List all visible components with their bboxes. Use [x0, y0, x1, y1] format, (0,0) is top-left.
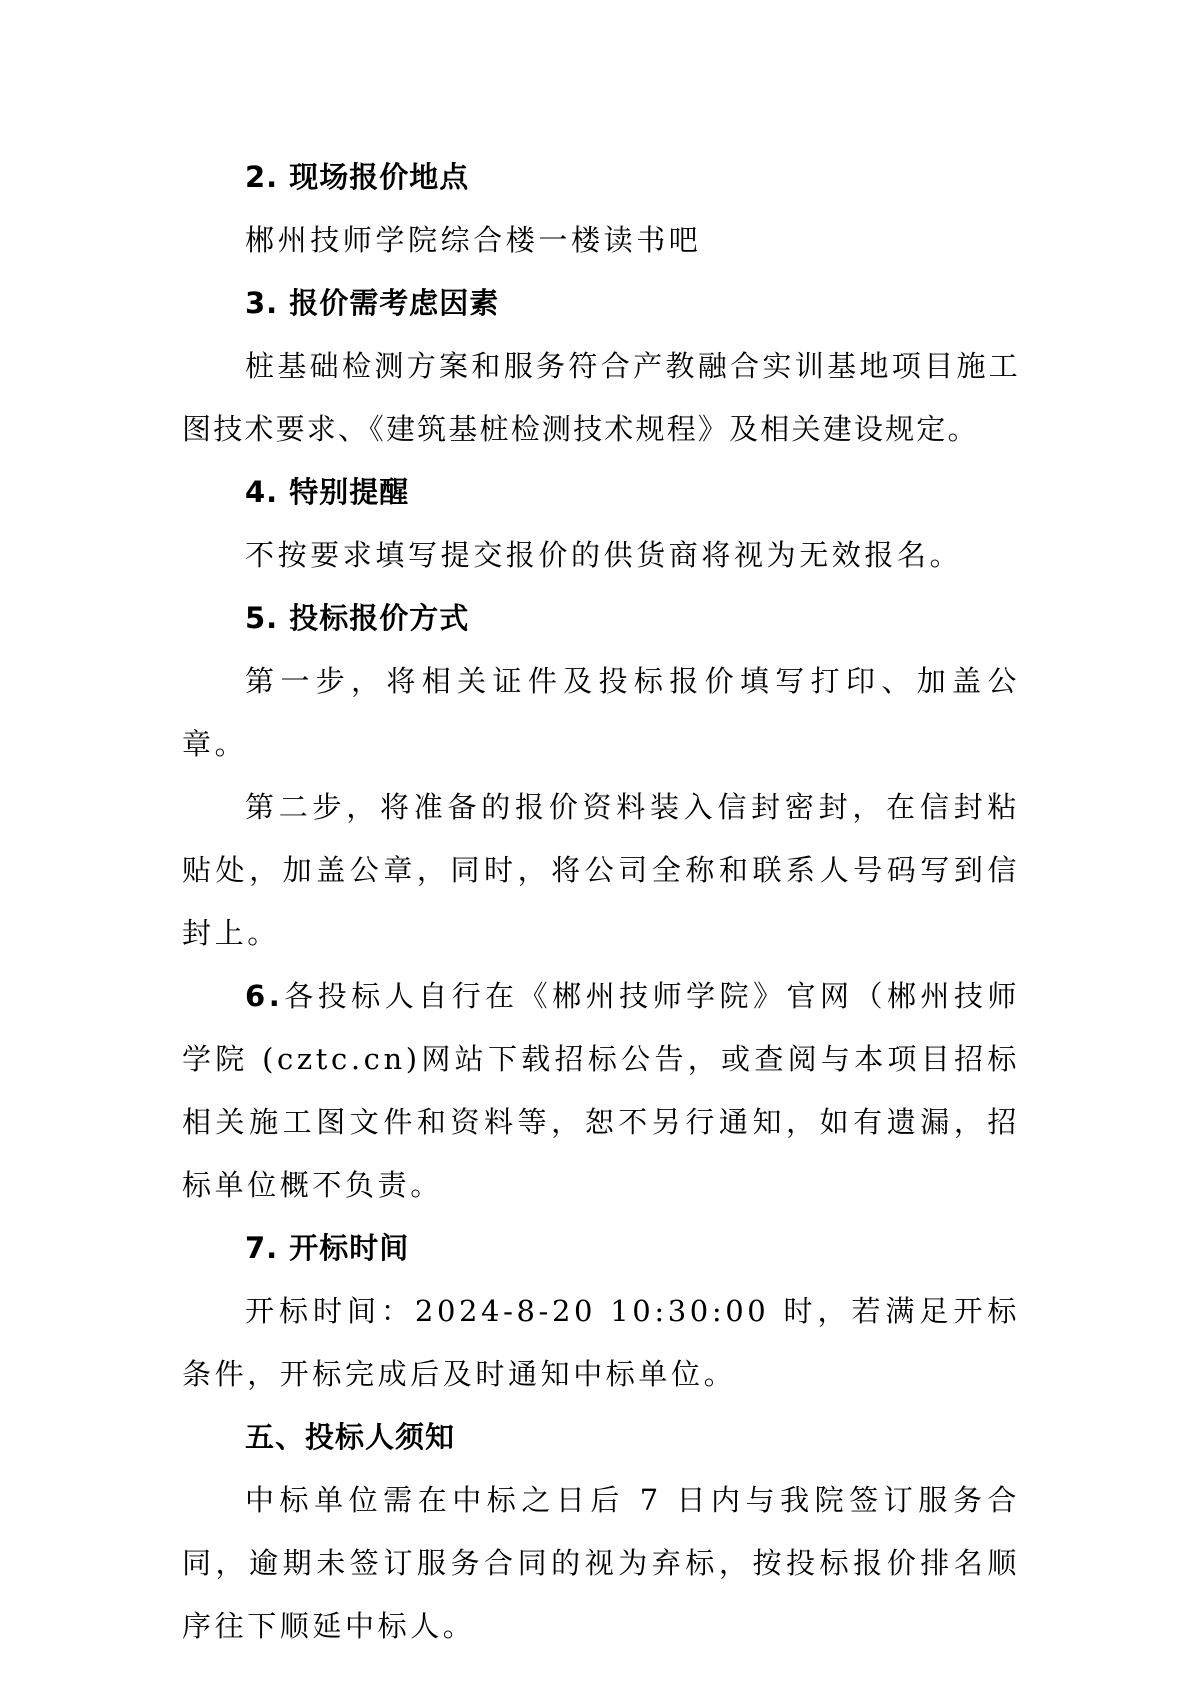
- section-4-text: 不按要求填写提交报价的供货商将视为无效报名。: [245, 538, 963, 572]
- document-body: [182, 146, 1020, 1658]
- section-2-heading: 2. 现场报价地点: [245, 160, 470, 194]
- section-2-text: 郴州技师学院综合楼一楼读书吧: [245, 223, 702, 257]
- section-7-heading: 7. 开标时间: [245, 1231, 410, 1265]
- section-3-text: 桩基础检测方案和服务符合产教融合实训基地项目施工图技术要求、《建筑基桩检测技术规程》及相关建设规定。: [182, 349, 1020, 446]
- section-five-heading: 五、投标人须知: [245, 1420, 456, 1454]
- section-5-step-1: 第一步，将相关证件及投标报价填写打印、加盖公章。: [182, 664, 1020, 761]
- section-5-heading: 5. 投标报价方式: [245, 601, 470, 635]
- section-7-text: 开标时间：2024-8-20 10:30:00 时，若满足开标条件，开标完成后及时通知中标单位。: [182, 1294, 1020, 1391]
- section-4-heading: 4. 特别提醒: [245, 475, 410, 509]
- section-6-number: 6.: [245, 979, 284, 1013]
- section-6-text: 各投标人自行在《郴州技师学院》官网（郴州技师学院 (cztc.cn)网站下载招标公告，或查阅与本项目招标相关施工图文件和资料等，恕不另行通知，如有遗漏，招标单位概不负责。: [182, 979, 1020, 1202]
- section-5-step-2: 第二步，将准备的报价资料装入信封密封，在信封粘贴处，加盖公章，同时，将公司全称和联系人号码写到信封上。: [182, 790, 1020, 950]
- section-3-heading: 3. 报价需考虑因素: [245, 286, 500, 320]
- section-five-text: 中标单位需在中标之日后 7 日内与我院签订服务合同，逾期未签订服务合同的视为弃标，按投标报价排名顺序往下顺延中标人。: [182, 1483, 1020, 1643]
- section-6-paragraph: [182, 965, 1020, 1217]
